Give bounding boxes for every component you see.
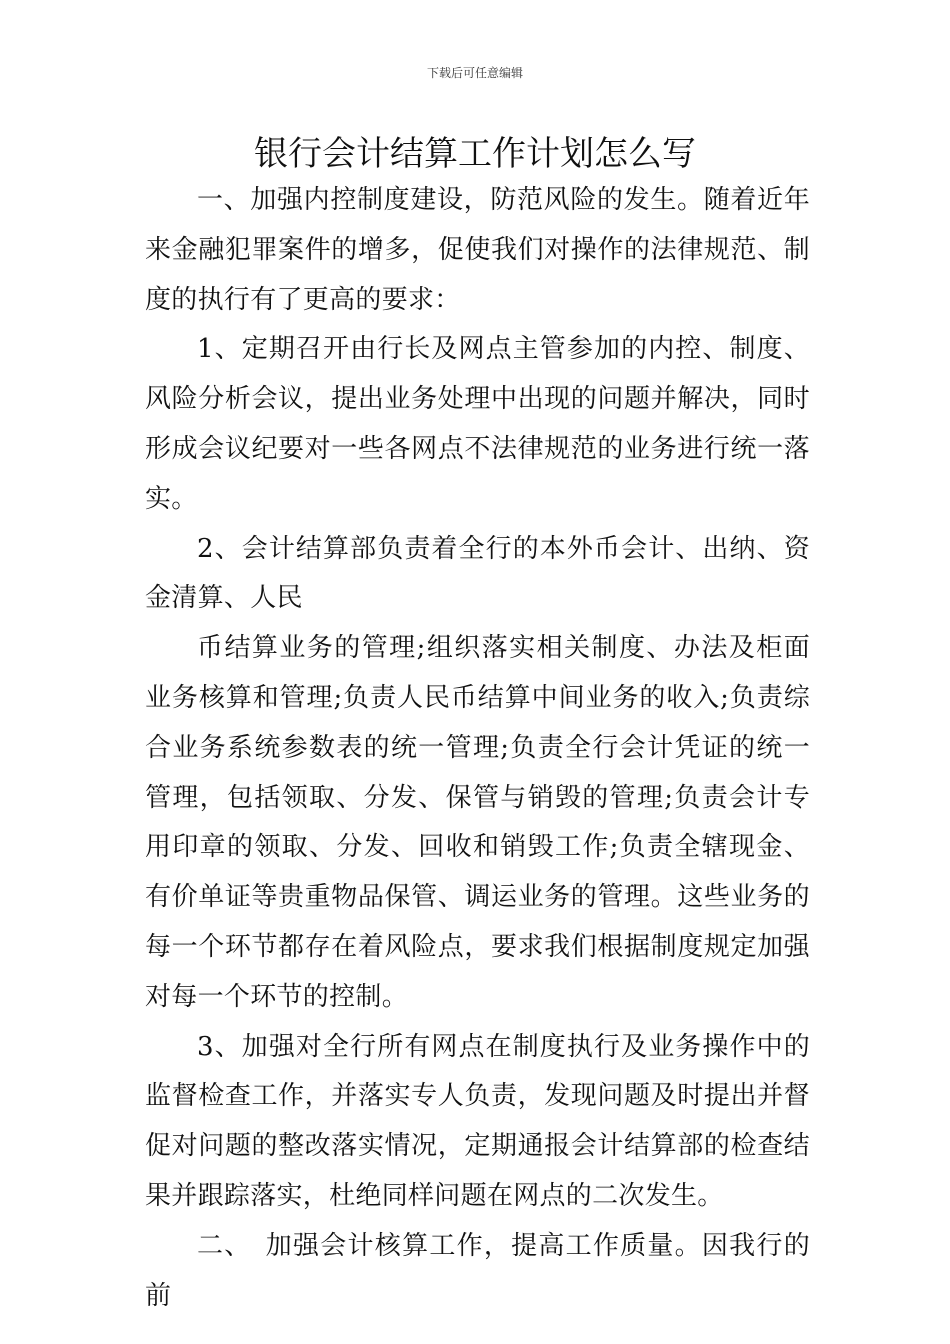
- document-body: [145, 176, 810, 1321]
- paragraph-item-3: 3、加强对全行所有网点在制度执行及业务操作中的监督检查工作，并落实专人负责，发现问题及时提出并督促对问题的整改落实情况，定期通报会计结算部的检查结果并跟踪落实，杜绝同样问题在网点的二次发生。: [145, 1031, 810, 1211]
- paragraph-section-one: 一、加强内控制度建设，防范风险的发生。随着近年来金融犯罪案件的增多，促使我们对操作的法律规范、制度的执行有了更高的要求：: [145, 185, 810, 315]
- document-title: 银行会计结算工作计划怎么写: [254, 134, 696, 174]
- paragraph-item-2: 2、会计结算部负责着全行的本外币会计、出纳、资金清算、人民: [145, 533, 810, 614]
- paragraph-item-1: 1、定期召开由行长及网点主管参加的内控、制度、风险分析会议，提出业务处理中出现的问题并解决，同时形成会议纪要对一些各网点不法律规范的业务进行统一落实。: [145, 334, 810, 514]
- header-note: 下载后可任意编辑: [426, 66, 523, 80]
- paragraph-item-2-continued: 币结算业务的管理;组织落实相关制度、办法及柜面业务核算和管理;负责人民币结算中间业务的收入;负责综合业务系统参数表的统一管理;负责全行会计凭证的统一管理，包括领取、分发、保管与销毁的管理;负责会计专用印章的领取、分发、回收和销毁工作;负责全辖现金、有价单证等贵重物品保管、调运业务的管理。这些业务的每一个环节都存在着风险点，要求我们根据制度规定加强对每一个环节的控制。: [145, 633, 810, 1012]
- paragraph-section-two: 二、 加强会计核算工作，提高工作质量。因我行的前: [145, 1230, 810, 1311]
